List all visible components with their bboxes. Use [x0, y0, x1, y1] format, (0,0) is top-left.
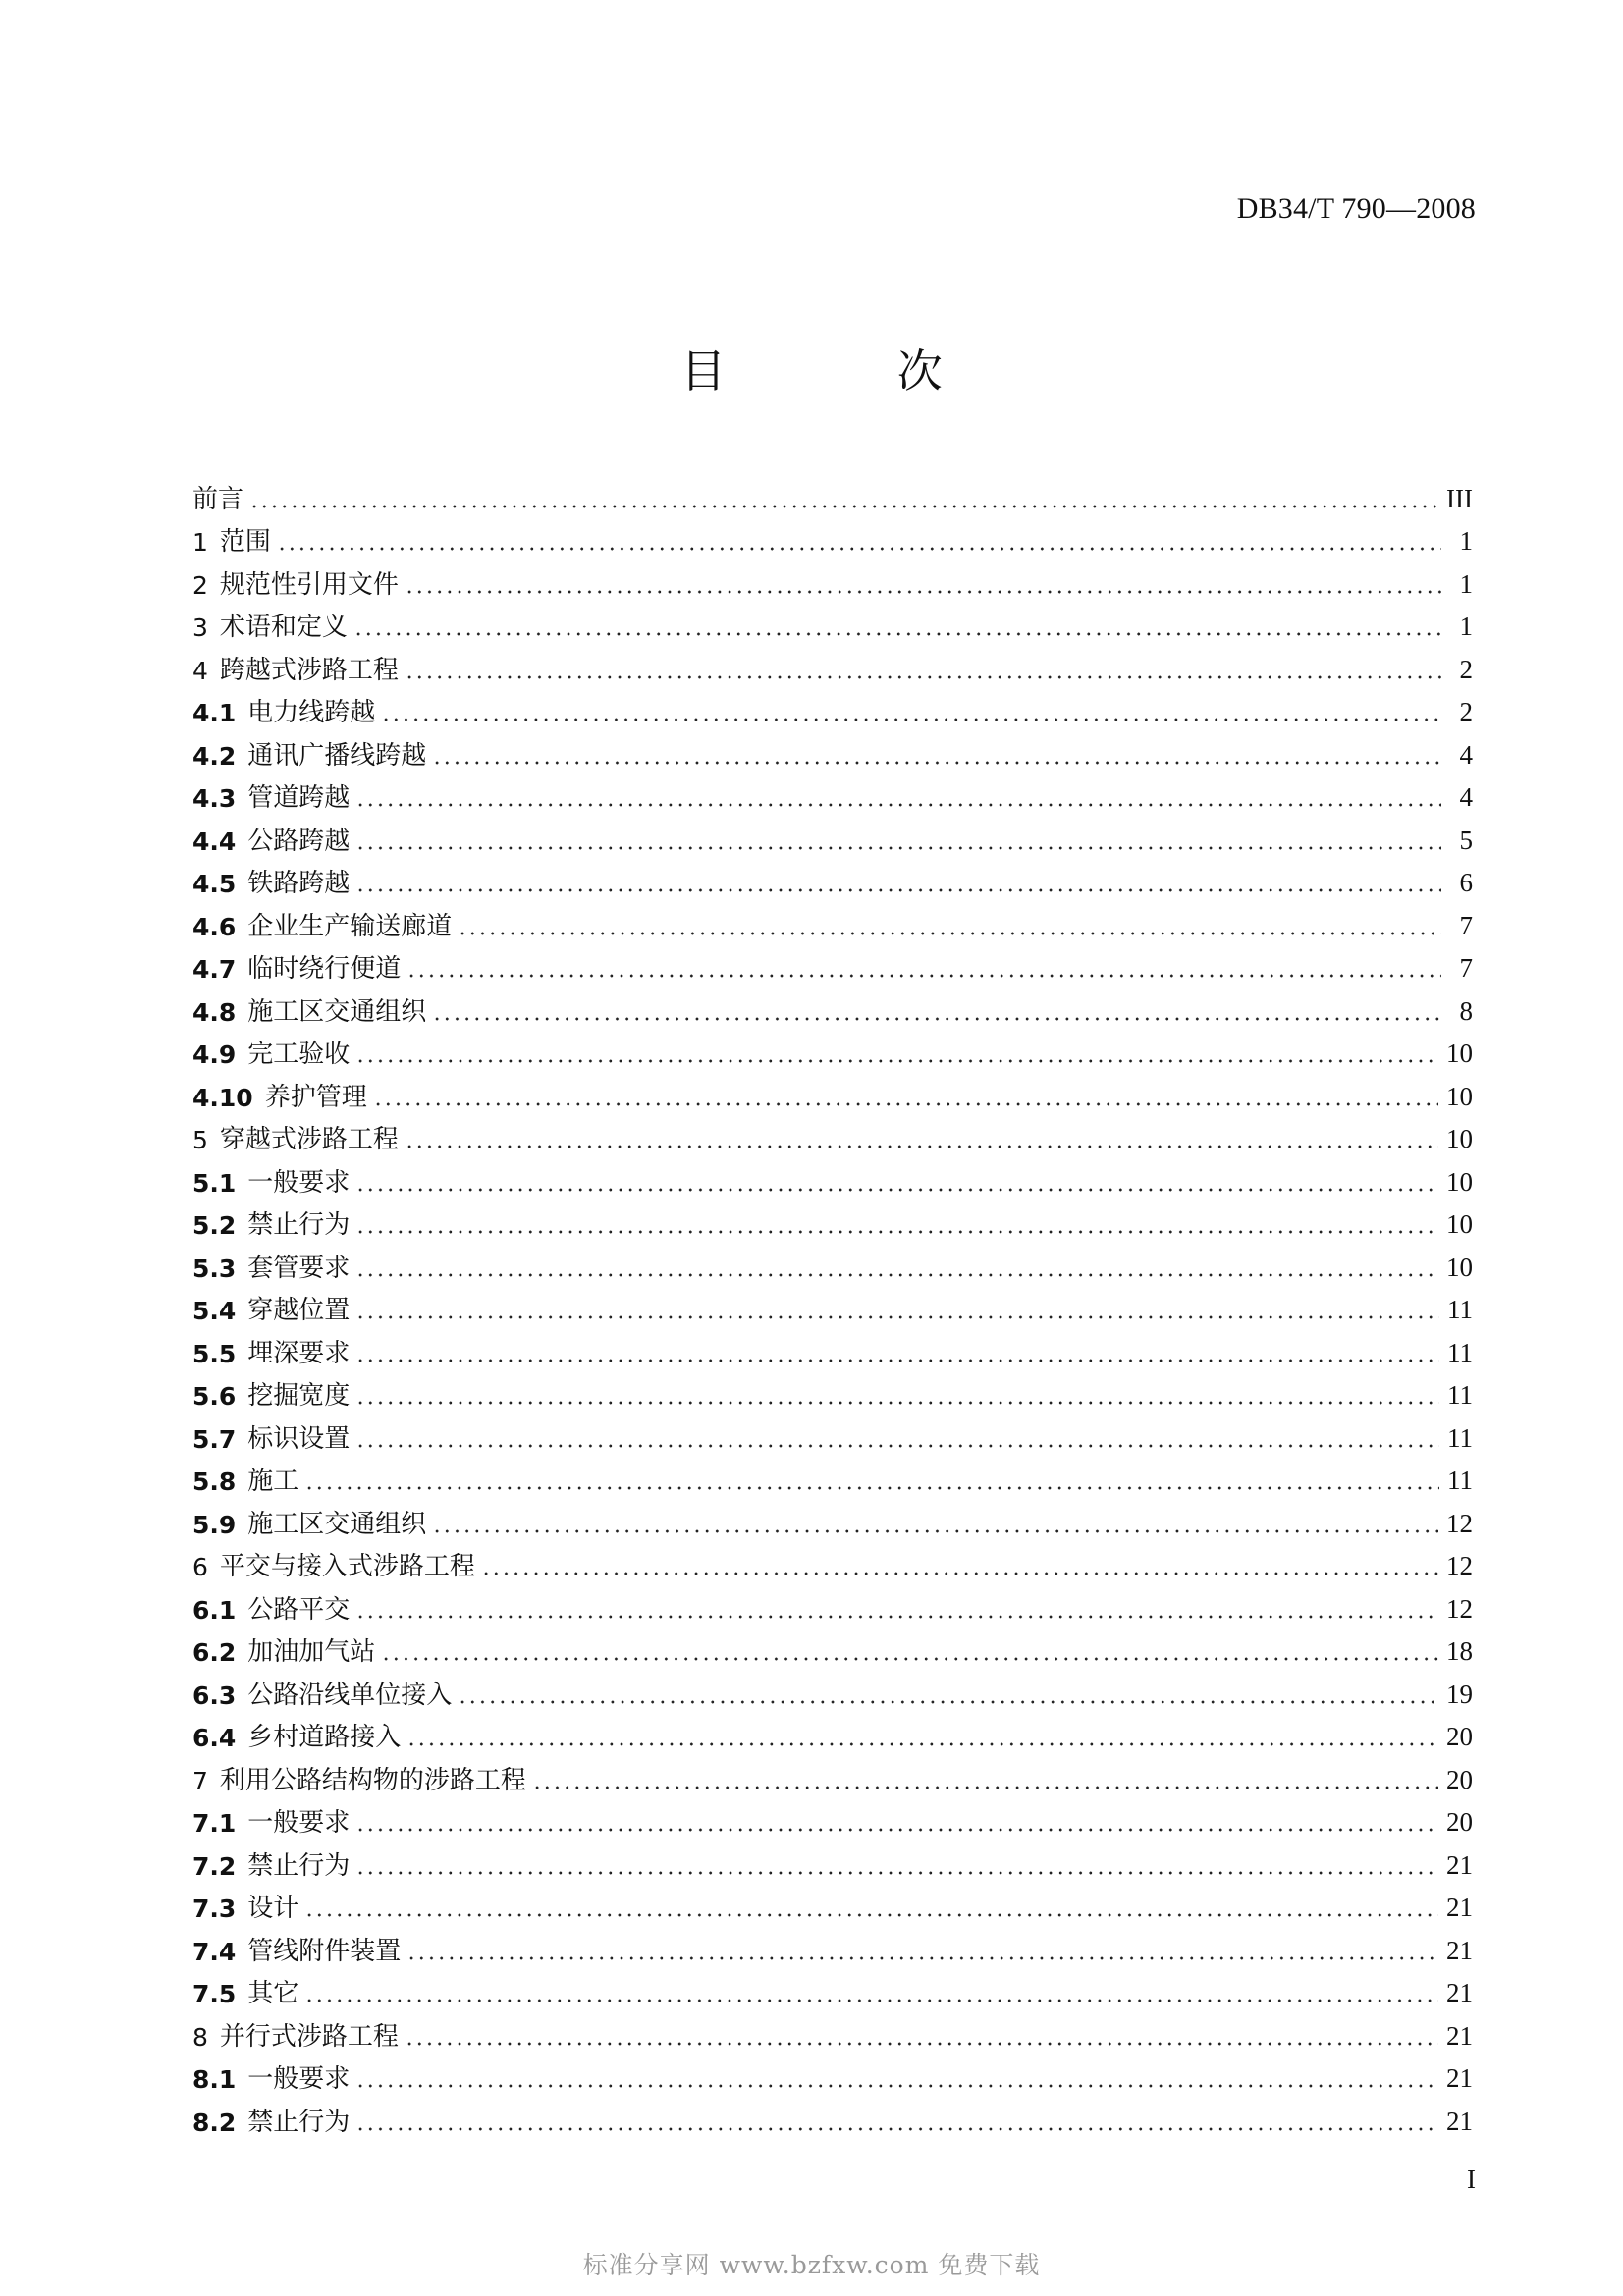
toc-page-number: 11 [1447, 1466, 1473, 1495]
toc-section-number: 4.8 [192, 997, 237, 1027]
toc-page-number: 2 [1459, 654, 1473, 684]
toc-section-number: 6 [192, 1553, 208, 1581]
toc-section-title: 并行式涉路工程 [219, 2021, 399, 2052]
toc-section-number: 8 [192, 2022, 208, 2052]
toc-section-number: 4 [192, 656, 208, 685]
toc-section-number: 6.4 [192, 1724, 237, 1752]
toc-entry[interactable] [192, 1494, 1473, 1537]
toc-entry[interactable] [192, 1964, 1473, 2007]
toc-dot-leader [355, 1808, 1438, 1834]
toc-dot-leader [355, 1254, 1438, 1279]
toc-entry[interactable] [192, 1025, 1473, 1068]
toc-dot-leader [481, 1552, 1438, 1577]
toc-dot-leader [381, 1637, 1438, 1663]
toc-section-title: 施工 [247, 1467, 299, 1496]
toc-page-number: 10 [1446, 1081, 1473, 1111]
toc-section-number: 4.4 [192, 827, 237, 856]
toc-section-title: 加油加气站 [247, 1637, 376, 1667]
toc-entry[interactable] [192, 1708, 1473, 1751]
toc-dot-leader [432, 1510, 1438, 1535]
toc-page-number: 11 [1447, 1337, 1473, 1367]
toc-dot-leader [304, 1894, 1438, 1919]
toc-section-number: 5.6 [192, 1382, 237, 1411]
toc-section-number: 6.1 [192, 1595, 237, 1625]
toc-section-title: 通讯广播线跨越 [247, 740, 427, 771]
toc-dot-leader [355, 1424, 1439, 1450]
toc-section-title: 挖掘宽度 [247, 1381, 351, 1411]
toc-entry[interactable] [192, 725, 1473, 769]
toc-section-title: 范围 [219, 527, 271, 557]
toc-section-number: 3 [192, 614, 208, 642]
toc-page-number: 21 [1446, 2106, 1473, 2136]
toc-section-title: 规范性引用文件 [219, 569, 399, 600]
toc-page-number: 20 [1446, 1722, 1473, 1751]
toc-page-number: 10 [1446, 1252, 1473, 1282]
toc-section-title: 设计 [247, 1894, 299, 1923]
toc-dot-leader [406, 1937, 1438, 1962]
toc-page-number: 1 [1459, 612, 1473, 641]
toc-entry[interactable] [192, 2092, 1473, 2135]
toc-entry[interactable] [192, 640, 1473, 683]
page-number: I [1467, 2164, 1476, 2194]
toc-section-number: 5.3 [192, 1254, 237, 1283]
toc-entry[interactable] [192, 1452, 1473, 1495]
toc-section-title: 一般要求 [247, 2064, 351, 2094]
toc-section-title: 一般要求 [247, 1167, 351, 1198]
toc-dot-leader [355, 869, 1441, 894]
toc-entry[interactable] [192, 1623, 1473, 1666]
toc-section-title: 一般要求 [247, 1808, 351, 1838]
toc-section-title: 临时绕行便道 [247, 954, 402, 984]
toc-section-title: 术语和定义 [219, 613, 348, 642]
toc-dot-leader [355, 1296, 1439, 1321]
toc-page-number: 20 [1446, 1764, 1473, 1794]
toc-section-number: 5.5 [192, 1339, 237, 1368]
toc-page-number: 20 [1446, 1807, 1473, 1837]
toc-section-title: 电力线跨越 [247, 698, 376, 727]
toc-page-number: 21 [1446, 2020, 1473, 2051]
toc-dot-leader [355, 1210, 1438, 1236]
toc-dot-leader [432, 741, 1441, 767]
toc-entry[interactable] [192, 854, 1473, 897]
toc-section-number: 4.1 [192, 699, 237, 727]
toc-dot-leader [355, 2108, 1438, 2133]
toc-entry[interactable] [192, 555, 1473, 598]
toc-page-number: 21 [1446, 1978, 1473, 2007]
toc-page-number: 10 [1446, 1209, 1473, 1239]
toc-dot-leader [406, 1723, 1438, 1748]
toc-dot-leader [432, 997, 1441, 1023]
toc-dot-leader [355, 1381, 1439, 1407]
toc-dot-leader [355, 1851, 1438, 1877]
toc-page-number: 11 [1447, 1295, 1473, 1324]
toc-dot-leader [405, 1125, 1438, 1150]
toc-section-title: 公路跨越 [247, 826, 351, 856]
toc-page-number: 10 [1446, 1166, 1473, 1197]
toc-dot-leader [353, 613, 1441, 638]
toc-page-number: 21 [1446, 2063, 1473, 2093]
toc-entry[interactable] [192, 512, 1473, 556]
toc-entry[interactable] [192, 1579, 1473, 1623]
toc-entry[interactable] [192, 1196, 1473, 1239]
toc-entry[interactable] [192, 1152, 1473, 1196]
toc-entry[interactable] [192, 811, 1473, 854]
toc-section-title: 管线附件装置 [247, 1936, 402, 1966]
toc-section-number: 5.7 [192, 1424, 237, 1454]
toc-section-title: 穿越位置 [247, 1296, 351, 1325]
toc-entry[interactable] [192, 769, 1473, 812]
toc-section-number: 7.4 [192, 1937, 237, 1966]
toc-section-title: 套管要求 [247, 1253, 351, 1283]
toc-section-title: 养护管理 [264, 1082, 367, 1112]
toc-entry[interactable] [192, 1323, 1473, 1366]
toc-dot-leader [532, 1766, 1438, 1791]
toc-dot-leader [249, 485, 1438, 510]
toc-entry[interactable] [192, 2006, 1473, 2050]
toc-page-number: 1 [1459, 568, 1473, 599]
toc-entry[interactable] [192, 939, 1473, 983]
toc-entry[interactable] [192, 1281, 1473, 1324]
toc-dot-leader [381, 698, 1441, 723]
toc-section-number: 5.9 [192, 1510, 237, 1539]
toc-page-number: 19 [1446, 1679, 1473, 1709]
toc-section-title: 乡村道路接入 [247, 1723, 402, 1752]
toc-section-number: 5.8 [192, 1468, 237, 1496]
toc-page-number: 8 [1459, 995, 1473, 1026]
toc-page-number: 11 [1447, 1422, 1473, 1453]
toc-page-number: 4 [1459, 739, 1473, 770]
toc-dot-leader [355, 783, 1441, 809]
toc-section-title: 施工区交通组织 [247, 996, 427, 1027]
toc-page-number: 7 [1459, 953, 1473, 983]
toc-page-number: 2 [1459, 697, 1473, 726]
toc-entry[interactable] [192, 1110, 1473, 1153]
toc-section-number: 5.4 [192, 1297, 237, 1325]
toc-entry[interactable] [192, 982, 1473, 1025]
toc-entry[interactable] [192, 1793, 1473, 1837]
toc-dot-leader [355, 1595, 1438, 1621]
toc-dot-leader [355, 827, 1441, 852]
toc-section-title: 标识设置 [247, 1423, 351, 1454]
toc-section-number: 7.5 [192, 1980, 237, 2008]
toc-entry[interactable] [192, 1537, 1473, 1580]
table-of-contents [192, 469, 1473, 2135]
toc-page-number: 10 [1446, 1124, 1473, 1153]
toc-section-number: 7.3 [192, 1895, 237, 1923]
toc-section-title: 利用公路结构物的涉路工程 [219, 1765, 526, 1795]
toc-section-number: 5.1 [192, 1168, 237, 1198]
toc-section-title: 禁止行为 [247, 2107, 351, 2137]
toc-page-number: 7 [1459, 910, 1473, 940]
toc-page-number: 21 [1446, 1893, 1473, 1922]
toc-section-number: 4.3 [192, 784, 237, 813]
toc-dot-leader [373, 1083, 1438, 1108]
toc-dot-leader [405, 656, 1441, 681]
toc-entry[interactable] [192, 1366, 1473, 1410]
toc-page-number: 4 [1459, 782, 1473, 812]
toc-section-number: 4.9 [192, 1041, 237, 1069]
toc-page-number: 21 [1446, 1935, 1473, 1965]
toc-page-number: 5 [1459, 825, 1473, 855]
toc-page-number: 12 [1446, 1551, 1473, 1580]
toc-section-number: 6.2 [192, 1638, 237, 1667]
toc-section-number: 2 [192, 570, 208, 600]
toc-section-number: 4.10 [192, 1083, 253, 1112]
toc-dot-leader [405, 570, 1441, 596]
toc-section-title: 禁止行为 [247, 1850, 351, 1881]
toc-page-number: 11 [1447, 1380, 1473, 1410]
toc-entry[interactable] [192, 683, 1473, 726]
toc-section-number: 8.1 [192, 2065, 237, 2094]
toc-page-number: 18 [1446, 1636, 1473, 1666]
toc-section-number: 8.2 [192, 2108, 237, 2137]
toc-section-title: 跨越式涉路工程 [219, 655, 399, 685]
toc-page-number: 10 [1446, 1039, 1473, 1068]
toc-section-title: 穿越式涉路工程 [219, 1125, 399, 1154]
toc-page-number: 12 [1446, 1508, 1473, 1538]
toc-section-title: 铁路跨越 [247, 869, 351, 898]
toc-section-title: 埋深要求 [247, 1338, 351, 1368]
toc-section-number: 4.5 [192, 870, 237, 898]
watermark-text: 标准分享网 www.bzfxw.com 免费下载 [582, 2251, 1041, 2279]
toc-dot-leader [405, 2022, 1438, 2048]
toc-dot-leader [406, 954, 1441, 980]
toc-section-title: 管道跨越 [247, 783, 351, 813]
toc-dot-leader [355, 1040, 1438, 1065]
toc-page-number: 21 [1446, 1849, 1473, 1880]
toc-dot-leader [458, 912, 1441, 937]
toc-section-title: 前言 [192, 484, 244, 514]
toc-section-title: 公路平交 [247, 1594, 351, 1625]
toc-section-number: 6.3 [192, 1681, 237, 1710]
toc-section-number: 7.2 [192, 1851, 237, 1881]
toc-page-number: 1 [1459, 526, 1473, 556]
toc-entry[interactable] [192, 1921, 1473, 1964]
toc-page-number: 6 [1459, 868, 1473, 897]
toc-section-number: 5.2 [192, 1211, 237, 1240]
toc-dot-leader [355, 2064, 1438, 2090]
toc-entry[interactable] [192, 896, 1473, 939]
toc-entry[interactable] [192, 1879, 1473, 1922]
toc-section-number: 4.7 [192, 955, 237, 984]
toc-entry[interactable] [192, 469, 1473, 512]
toc-page-number: 12 [1446, 1593, 1473, 1624]
toc-section-number: 4.2 [192, 741, 237, 771]
toc-section-number: 1 [192, 528, 208, 557]
toc-dot-leader [458, 1681, 1438, 1706]
toc-section-title: 禁止行为 [247, 1210, 351, 1240]
toc-dot-leader [304, 1979, 1438, 2004]
toc-section-title: 公路沿线单位接入 [247, 1680, 453, 1710]
toc-section-title: 完工验收 [247, 1040, 351, 1069]
toc-entry[interactable] [192, 1238, 1473, 1281]
toc-entry[interactable] [192, 1665, 1473, 1708]
toc-entry[interactable] [192, 1836, 1473, 1879]
toc-section-number: 5 [192, 1126, 208, 1154]
toc-section-number: 7 [192, 1766, 208, 1795]
toc-entry[interactable] [192, 1067, 1473, 1110]
toc-entry[interactable] [192, 598, 1473, 641]
toc-dot-leader [355, 1339, 1439, 1364]
page-title: 目 次 [680, 345, 1021, 398]
toc-section-title: 其它 [247, 1979, 299, 2008]
toc-section-title: 施工区交通组织 [247, 1509, 427, 1539]
toc-dot-leader [277, 527, 1441, 553]
toc-dot-leader [304, 1467, 1439, 1492]
toc-entry[interactable] [192, 1750, 1473, 1793]
toc-section-title: 平交与接入式涉路工程 [219, 1552, 475, 1581]
toc-entry[interactable] [192, 1409, 1473, 1452]
toc-section-number: 7.1 [192, 1809, 237, 1838]
toc-entry[interactable] [192, 2050, 1473, 2093]
toc-page-number: III [1446, 483, 1473, 513]
toc-dot-leader [355, 1168, 1438, 1194]
document-code: DB34/T 790—2008 [1236, 192, 1476, 225]
toc-section-title: 企业生产输送廊道 [247, 911, 453, 941]
toc-section-number: 4.6 [192, 912, 237, 941]
